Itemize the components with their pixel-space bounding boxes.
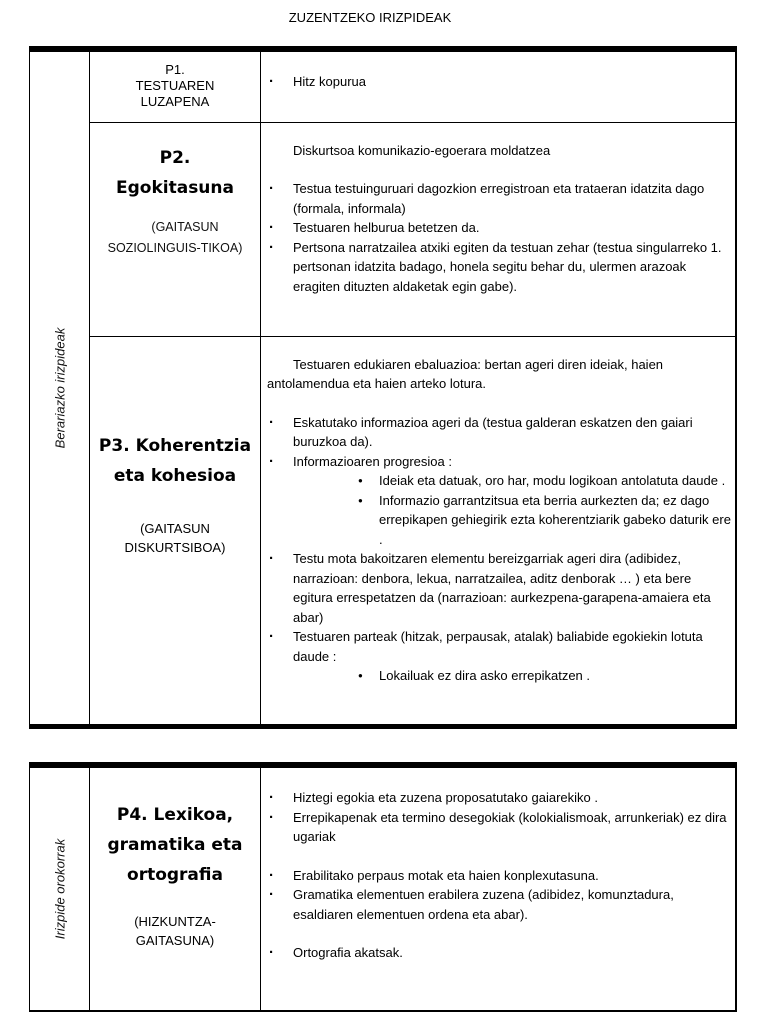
side-label-specific: Berariazko irizpideak <box>52 327 67 449</box>
description-p3 <box>261 336 737 726</box>
side-label-cell <box>30 49 90 726</box>
bullet-item: · Hiztegi egokia eta zuzena proposatutako gaiarekiko . <box>267 788 731 808</box>
criterion-p3-title-line1: P3. Koherentzia <box>98 435 252 456</box>
criterion-p1 <box>90 49 261 122</box>
criterion-p4-title-line1: P4. Lexikoa, <box>116 805 234 825</box>
criterion-row-p3 <box>30 336 737 726</box>
criterion-p4-title-line3: ortografia <box>127 865 223 885</box>
side-label-general: Irizpide orokorrak <box>52 838 67 940</box>
page-title: ZUZENTZEKO IRIZPIDEAK <box>288 10 452 25</box>
criterion-p2-sub-line2: SOZIOLINGUIS-TIKOA) <box>107 240 243 255</box>
criterion-p4-sub-line1: (HIZKUNTZA- <box>134 914 216 929</box>
bullet-item: · Eskatutako informazioa ageri da (testua galderan eskatzen den gaiari buruzkoa da). <box>267 413 731 452</box>
criterion-p2-title-line2: Egokitasuna <box>116 177 234 198</box>
criterion-p4 <box>90 765 261 1011</box>
criterion-row-p2 <box>30 122 737 336</box>
criterion-p3-sub-line1: (GAITASUN <box>140 520 210 536</box>
bullet-item: · Testua testuinguruari dagozkion erregistroan eta trataeran idatzita dago (formala, informala) <box>267 179 731 218</box>
bullet-item: · Hitz kopurua <box>267 72 731 92</box>
criterion-row-p1 <box>30 49 737 122</box>
general-criteria-table <box>29 762 737 1012</box>
criterion-p4-title-line2: gramatika eta <box>107 835 243 855</box>
bullet-item: · Gramatika elementuen erabilera zuzena (adibidez, komunztadura, esaldiaren elementuen ordena eta abar). <box>267 885 731 924</box>
bullet-item: · Erabilitako perpaus motak eta haien konplexutasuna. <box>267 866 731 886</box>
bullet-item: · Ortografia akatsak. <box>267 943 731 963</box>
criterion-p2-title-line1: P2. <box>159 147 191 168</box>
description-p4 <box>261 765 737 1011</box>
criterion-p1-line3: LUZAPENA <box>140 94 210 109</box>
description-intro: Diskurtsoa komunikazio-egoerara moldatzea <box>293 142 551 158</box>
description-intro: Testuaren edukiaren ebaluazioa: bertan ageri diren ideiak, haien antolamendua eta haien arteko lotura. <box>267 356 664 391</box>
criterion-p3-title-line2: eta kohesioa <box>113 465 237 486</box>
criterion-p2 <box>90 122 261 336</box>
criterion-p1-line2: TESTUAREN <box>135 78 215 93</box>
criterion-p4-sub-line2: GAITASUNA) <box>135 933 215 948</box>
bullet-item: · Testuaren helburua betetzen da. <box>267 218 731 238</box>
criterion-row-p4 <box>30 765 737 1011</box>
description-p2 <box>261 122 737 336</box>
bullet-item: · Informazioaren progresioa : <box>267 452 731 472</box>
criterion-p1-line1: P1. <box>165 62 185 77</box>
sub-bullet-item: ● Informazio garrantzitsua eta berria aurkezten da; ez dago errepikapen gehiegirik ezta koherentziarik gabeko daturik ere . <box>267 491 731 550</box>
criterion-p2-sub-line1: (GAITASUN <box>151 219 219 234</box>
description-p1 <box>261 49 737 122</box>
bullet-item: · Errepikapenak eta termino desegokiak (kolokialismoak, arrunkeriak) ez dira ugariak <box>267 808 731 847</box>
side-label-cell <box>30 765 90 1011</box>
bullet-item: · Testu mota bakoitzaren elementu bereizgarriak ageri dira (adibidez, narrazioan: denbora, lekua, narratzailea, aditz denborak … ) eta bere egitura errespetatzen da (narrazioan: aurkezpena-garapena-amaiera eta abar) <box>267 549 731 627</box>
sub-bullet-item: ● Lokailuak ez dira asko errepikatzen . <box>267 666 731 686</box>
criterion-p3 <box>90 336 261 726</box>
bullet-item: · Testuaren parteak (hitzak, perpausak, atalak) baliabide egokiekin lotuta daude : <box>267 627 731 666</box>
bullet-item: · Pertsona narratzailea atxiki egiten da testuan zehar (testua singularreko 1. pertsonan idatzita badago, honela segitu behar du, ulermen arazoak eragiten dituzten aldaketak egin gabe). <box>267 238 731 297</box>
sub-bullet-item: ● Ideiak eta datuak, oro har, modu logikoan antolatuta daude . <box>267 471 731 491</box>
specific-criteria-table <box>29 46 737 729</box>
criterion-p3-sub-line2: DISKURTSIBOA) <box>124 539 226 555</box>
